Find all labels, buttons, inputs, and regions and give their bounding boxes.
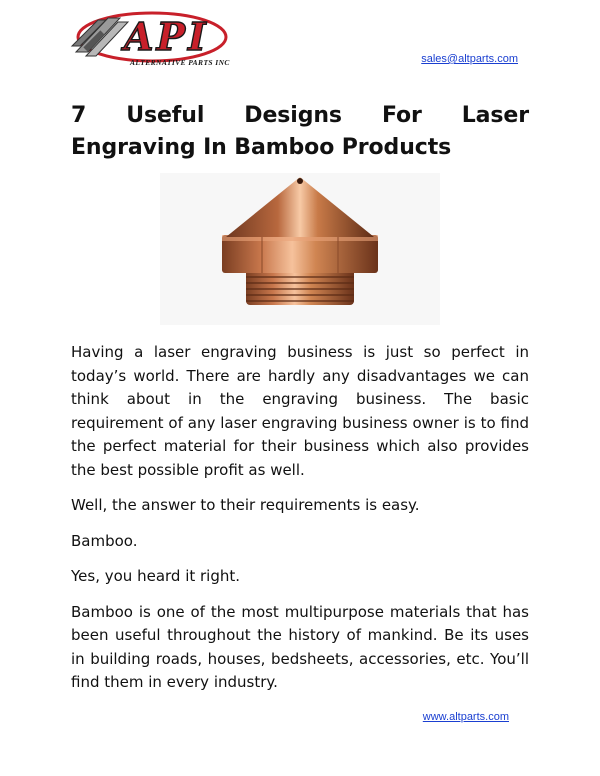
email-link[interactable]: sales@altparts.com	[421, 53, 518, 65]
nozzle-body	[222, 235, 378, 273]
logo-brand-text: API	[124, 14, 209, 59]
metal-bars-icon	[72, 18, 128, 56]
article-body	[71, 341, 529, 707]
company-logo[interactable]	[68, 8, 230, 70]
api-logo-icon	[68, 8, 230, 70]
paragraph: Having a laser engraving business is just so perfect in today’s world. There are hardly any disadvantages we can think about in the engraving business. The basic requirement of any laser engraving business owner is to find the perfect material for their business which also provides the best possible profit as well.	[71, 343, 529, 479]
paragraph: Well, the answer to their requirements is easy.	[71, 496, 420, 514]
logo-tagline: ALTERNATIVE PARTS INC	[130, 58, 230, 67]
nozzle-thread	[246, 269, 354, 305]
product-image	[160, 173, 440, 325]
paragraph: Bamboo.	[71, 531, 138, 550]
website-link[interactable]: www.altparts.com	[422, 711, 509, 723]
article-title: 7 Useful Designs For Laser Engraving In Bamboo Products	[71, 103, 529, 160]
paragraph: Yes, you heard it right.	[71, 567, 241, 585]
paragraph: Bamboo is one of the most multipurpose materials that has been useful throughout the history of mankind. Be its uses in building roads, houses, bedsheets, accessories, etc. You’ll find them in every industry.	[71, 602, 529, 691]
copper-nozzle-icon	[160, 173, 440, 325]
